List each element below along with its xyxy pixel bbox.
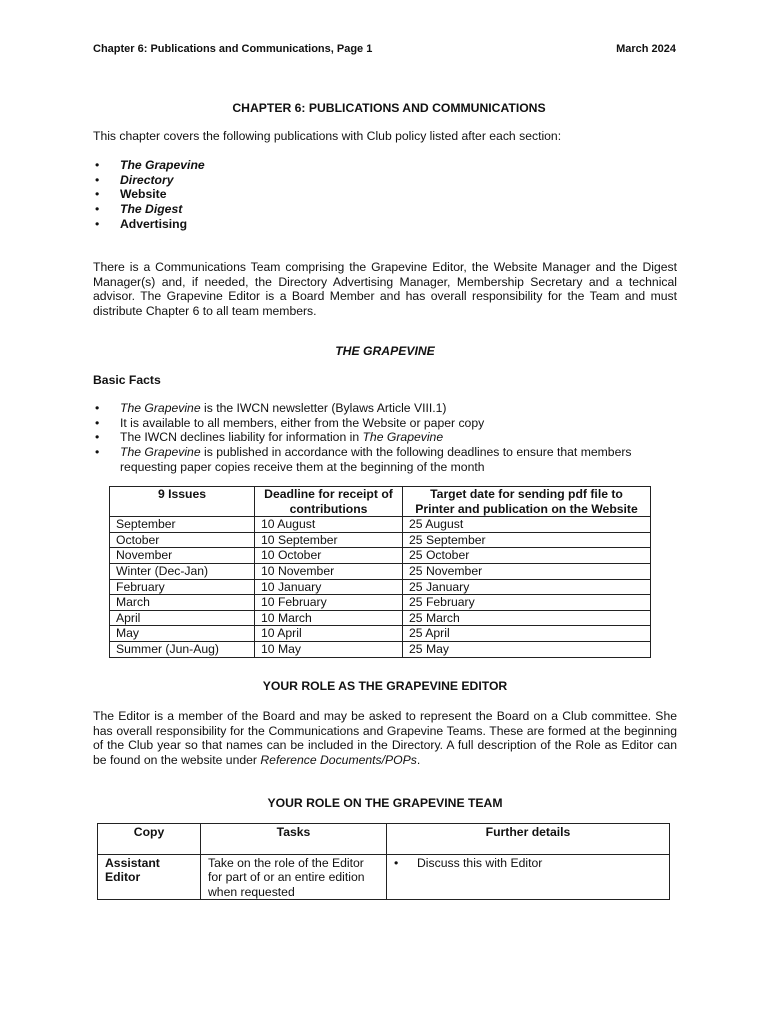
list-item: • The Grapevine is the IWCN newsletter (Bylaws Article VIII.1) xyxy=(93,401,675,416)
table-row: April 10 March 25 March xyxy=(110,610,651,626)
list-item: • Advertising xyxy=(93,217,205,232)
column-header: Tasks xyxy=(201,824,387,855)
table-row: October 10 September 25 September xyxy=(110,532,651,548)
table-row: May 10 April 25 April xyxy=(110,626,651,642)
intro-text: This chapter covers the following publications with Club policy listed after each section: xyxy=(93,129,562,143)
table-header-row xyxy=(110,487,651,517)
column-header: Deadline for receipt of contributions xyxy=(255,487,403,517)
list-item: • The Grapevine xyxy=(93,158,205,173)
list-item: • The Digest xyxy=(93,202,205,217)
table-row: November 10 October 25 October xyxy=(110,548,651,564)
list-item: • It is available to all members, either from the Website or paper copy xyxy=(93,416,675,431)
basic-facts-heading: Basic Facts xyxy=(93,373,161,387)
list-item: • Website xyxy=(93,187,205,202)
column-header: Copy xyxy=(98,824,201,855)
editor-role-title: YOUR ROLE AS THE GRAPEVINE EDITOR xyxy=(262,679,508,693)
table-row xyxy=(98,855,670,900)
reference-documents-text: Reference Documents/POPs xyxy=(260,752,417,767)
grapevine-title: THE GRAPEVINE xyxy=(335,344,435,358)
role-tasks: Take on the role of the Editor for part of or an entire edition when requested xyxy=(201,855,387,900)
table-row: September 10 August 25 August xyxy=(110,517,651,533)
page-header-date: March 2024 xyxy=(616,43,676,55)
team-paragraph: There is a Communications Team comprising the Grapevine Editor, the Website Manager and the Digest Manager(s) and, if needed, the Directory Advertising Manager, Membership Secretary and a technical advisor. The Grapevine Editor is a Board Member and has overall responsibility for the Team and must distribute Chapter 6 to all team members. xyxy=(93,260,677,318)
list-item: • The Grapevine is published in accordance with the following deadlines to ensure that members requesting paper copies receive them at the beginning of the month xyxy=(93,445,675,474)
deadline-table xyxy=(109,486,651,658)
table-row: Summer (Jun-Aug) 10 May 25 May xyxy=(110,641,651,657)
publications-list xyxy=(93,158,205,232)
column-header: Further details xyxy=(387,824,670,855)
role-details: • Discuss this with Editor xyxy=(387,855,670,900)
team-role-table xyxy=(97,823,670,900)
table-row: Winter (Dec-Jan) 10 November 25 November xyxy=(110,563,651,579)
column-header: 9 Issues xyxy=(110,487,255,517)
column-header: Target date for sending pdf file to Printer and publication on the Website xyxy=(403,487,651,517)
table-row: February 10 January 25 January xyxy=(110,579,651,595)
editor-role-paragraph: The Editor is a member of the Board and may be asked to represent the Board on a Club committee. She has overall responsibility for the Communications and Grapevine Teams. These are formed at the beginning of the Club year so that names can be included in the Directory. A full description of the Role as Editor can be found on the website under Reference Documents/POPs. xyxy=(93,709,677,767)
role-name: Assistant Editor xyxy=(98,855,201,900)
page-header-left: Chapter 6: Publications and Communications, Page 1 xyxy=(93,43,373,55)
facts-list xyxy=(93,401,675,475)
table-row: March 10 February 25 February xyxy=(110,595,651,611)
table-header-row xyxy=(98,824,670,855)
list-item: • Directory xyxy=(93,173,205,188)
list-item: • The IWCN declines liability for information in The Grapevine xyxy=(93,430,675,445)
chapter-title: CHAPTER 6: PUBLICATIONS AND COMMUNICATIONS xyxy=(232,101,546,115)
team-role-title: YOUR ROLE ON THE GRAPEVINE TEAM xyxy=(267,796,503,810)
